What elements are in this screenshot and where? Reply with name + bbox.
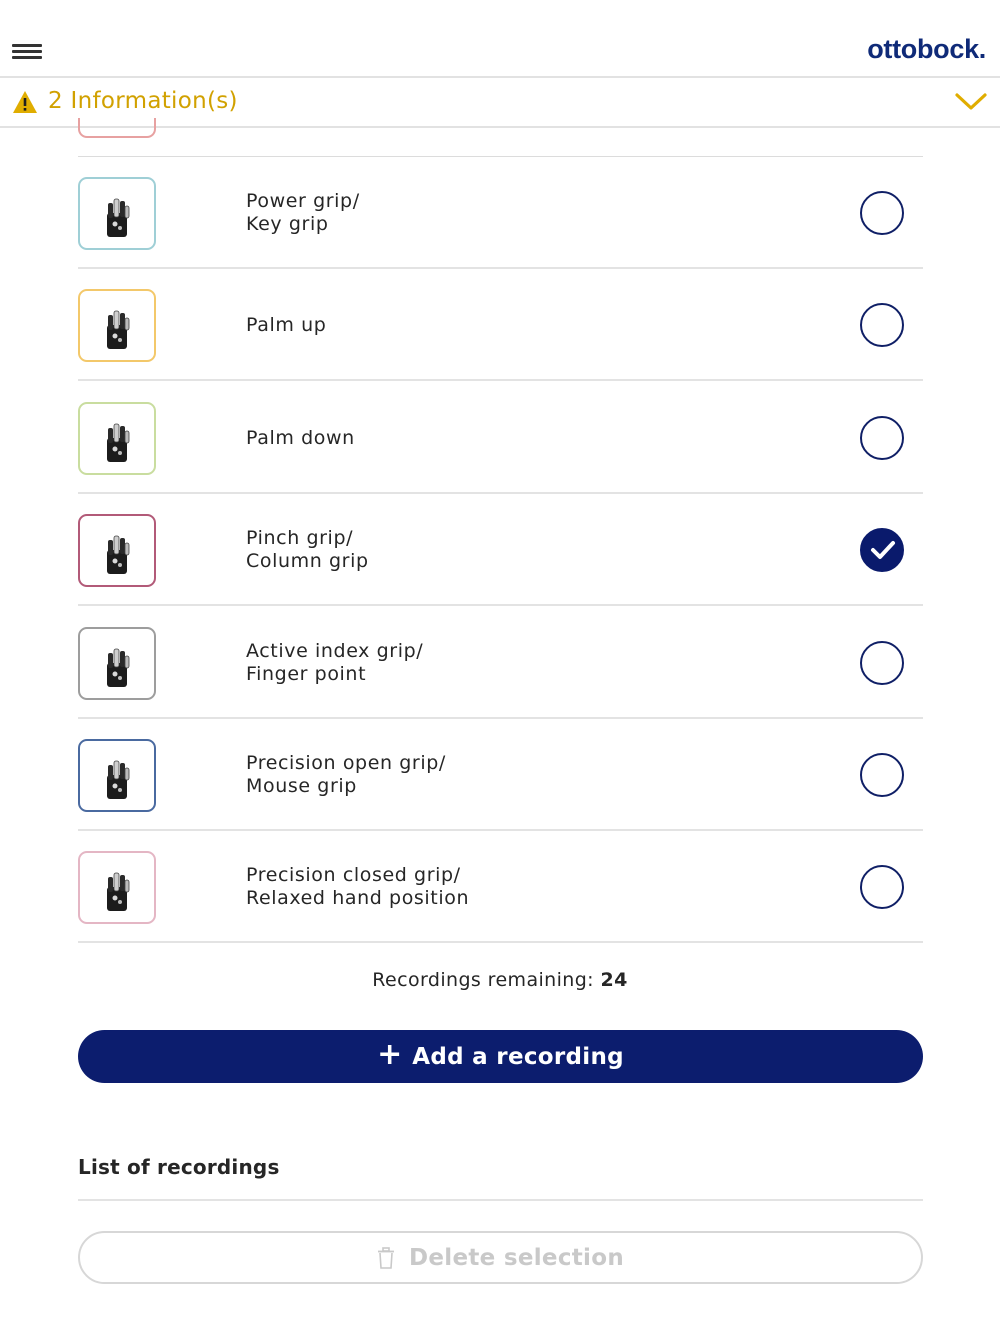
grip-row-pinch-grip-column-grip[interactable] <box>78 494 923 606</box>
grip-thumbnail <box>78 739 156 812</box>
add-recording-button[interactable] <box>78 1030 923 1083</box>
recordings-remaining <box>0 969 1000 991</box>
grip-label-line2: Mouse grip <box>246 775 357 797</box>
grip-radio-button[interactable] <box>860 641 904 685</box>
grip-radio-button[interactable] <box>860 753 904 797</box>
grip-row-precision-open-grip-mouse-grip[interactable] <box>78 719 923 831</box>
prosthetic-hand-icon <box>80 853 154 922</box>
grip-row-active-index-grip-finger-point[interactable] <box>78 607 923 719</box>
hamburger-menu-icon[interactable] <box>12 44 42 62</box>
grip-label-line1: Power grip/ <box>246 190 360 212</box>
grip-thumbnail <box>78 851 156 924</box>
grip-thumbnail <box>78 514 156 587</box>
recordings-remaining-label: Recordings remaining: <box>372 969 594 991</box>
prosthetic-hand-icon <box>80 404 154 473</box>
list-of-recordings-title: List of recordings <box>78 1155 280 1179</box>
grip-label <box>246 382 355 494</box>
divider <box>78 1199 923 1201</box>
trash-icon <box>377 1247 395 1269</box>
grip-row-palm-up[interactable] <box>78 269 923 381</box>
grip-label-line2: Key grip <box>246 213 329 235</box>
prosthetic-hand-icon <box>80 179 154 248</box>
grip-label <box>246 494 369 606</box>
grip-label-line1: Precision closed grip/ <box>246 864 461 886</box>
grip-label-line2: Relaxed hand position <box>246 887 470 909</box>
grip-label-line1: Precision open grip/ <box>246 752 446 774</box>
warning-icon <box>12 90 38 114</box>
prosthetic-hand-icon <box>80 629 154 698</box>
grip-label-line1: Palm up <box>246 313 327 336</box>
grip-label <box>246 607 423 719</box>
grip-radio-button-selected[interactable] <box>860 528 904 572</box>
grip-label <box>246 719 446 831</box>
grip-thumbnail <box>78 627 156 700</box>
grip-row-palm-down[interactable] <box>78 382 923 494</box>
grip-radio-button[interactable] <box>860 865 904 909</box>
checkmark-icon <box>870 539 896 561</box>
grip-radio-button[interactable] <box>860 416 904 460</box>
add-recording-label: Add a recording <box>412 1043 624 1070</box>
grip-label-line2: Column grip <box>246 550 369 572</box>
prosthetic-hand-icon <box>80 516 154 585</box>
prosthetic-hand-icon <box>80 291 154 360</box>
grip-label-line1: Palm down <box>246 426 355 449</box>
chevron-down-icon[interactable] <box>954 92 988 112</box>
grip-thumbnail-partial <box>78 118 156 138</box>
grip-thumbnail <box>78 289 156 362</box>
grip-label <box>246 269 326 381</box>
grip-label <box>246 157 360 269</box>
grip-row-power-grip-key-grip[interactable] <box>78 157 923 269</box>
grip-label-line1: Active index grip/ <box>246 640 424 662</box>
recordings-remaining-count: 24 <box>600 969 628 991</box>
top-bar <box>0 0 1000 78</box>
grip-thumbnail <box>78 402 156 475</box>
brand-logo: ottobock. <box>867 34 986 64</box>
information-count-text: 2 Information(s) <box>48 88 238 114</box>
delete-selection-button[interactable] <box>78 1231 923 1284</box>
prosthetic-hand-icon <box>80 741 154 810</box>
grip-label <box>246 831 469 943</box>
grip-radio-button[interactable] <box>860 191 904 235</box>
grip-label-line1: Pinch grip/ <box>246 527 354 549</box>
grip-radio-button[interactable] <box>860 303 904 347</box>
grip-thumbnail <box>78 177 156 250</box>
plus-icon: + <box>377 1037 403 1072</box>
grip-row-precision-closed-grip-relaxed-hand-position[interactable] <box>78 831 923 943</box>
delete-selection-label: Delete selection <box>408 1244 625 1271</box>
grip-label-line2: Finger point <box>246 663 367 685</box>
